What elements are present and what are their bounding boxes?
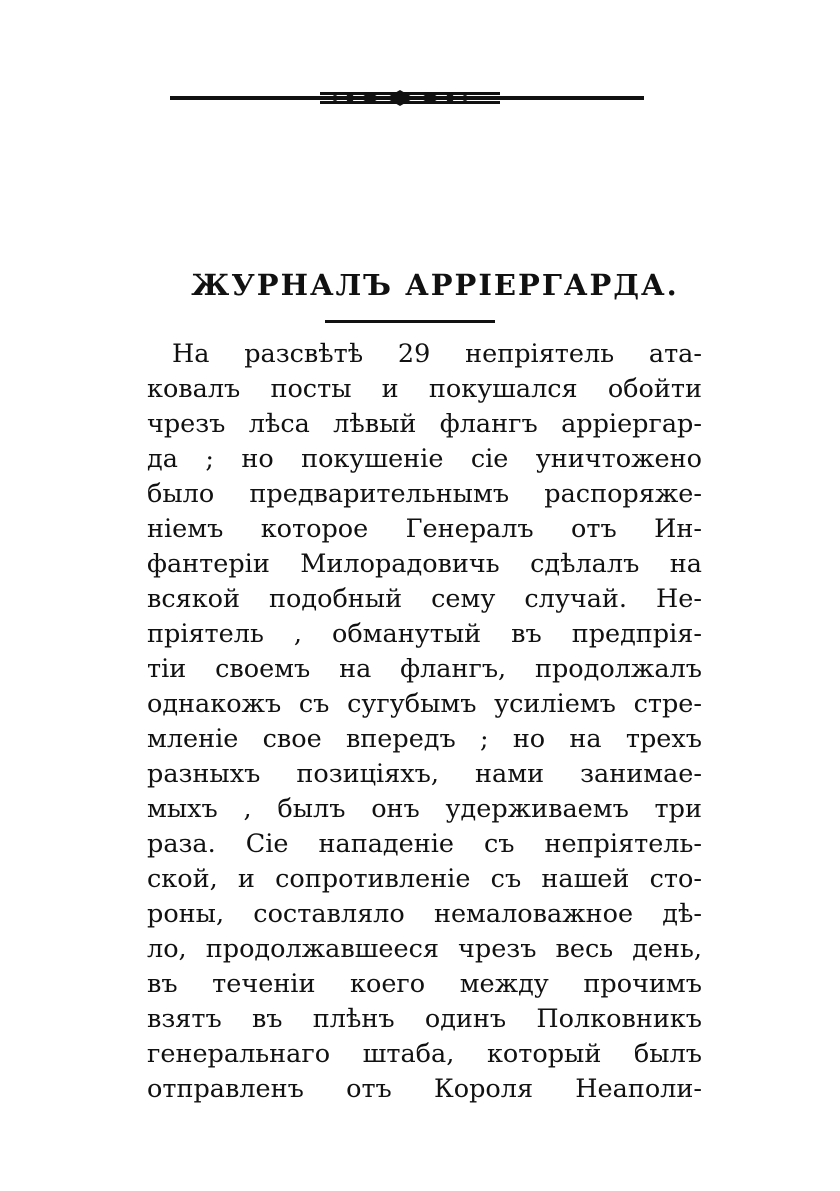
- text-line: ской, и сопротивленіе съ нашей сто-: [147, 864, 702, 894]
- text-line: было предварительнымъ распоряже-: [147, 479, 702, 509]
- text-line: ніемъ которое Генералъ отъ Ин-: [147, 514, 702, 544]
- text-line: отправленъ отъ Короля Неаполи-: [147, 1074, 702, 1104]
- text-line: фантеріи Милорадовичь сдѣлалъ на: [147, 549, 702, 579]
- text-line: тіи своемъ на флангъ, продолжалъ: [147, 654, 702, 684]
- text-line: генеральнаго штаба, который былъ: [147, 1039, 702, 1069]
- text-line: мленіе свое впередъ ; но на трехъ: [147, 724, 702, 754]
- text-line: ковалъ посты и покушался обойти: [147, 374, 702, 404]
- text-line: всякой подобный сему случай. Не-: [147, 584, 702, 614]
- text-line: разныхъ позиціяхъ, нами занимае-: [147, 759, 702, 789]
- text-line: роны, составляло немаловажное дѣ-: [147, 899, 702, 929]
- text-line: мыхъ , былъ онъ удерживаемъ три: [147, 794, 702, 824]
- text-line: ло, продолжавшееся чрезъ весь день,: [147, 934, 702, 964]
- text-line: раза. Сіе нападеніе съ непріятель-: [147, 829, 702, 859]
- text-line: да ; но покушеніе сіе уничтожено: [147, 444, 702, 474]
- page-title: ЖУРНАЛЪ АРРІЕРГАРДА.: [191, 268, 679, 302]
- text-line: На разсвѣтѣ 29 непріятель ата-: [172, 339, 702, 369]
- text-line: въ теченіи коего между прочимъ: [147, 969, 702, 999]
- text-line: однакожъ съ сугубымъ усиліемъ стре-: [147, 689, 702, 719]
- text-line: взятъ въ плѣнъ одинъ Полковникъ: [147, 1004, 702, 1034]
- text-line: чрезъ лѣса лѣвый флангъ арріергар-: [147, 409, 702, 439]
- text-line: пріятель , обманутый въ предпрія-: [147, 619, 702, 649]
- ornamental-rule: [170, 88, 644, 108]
- title-divider: [325, 320, 495, 323]
